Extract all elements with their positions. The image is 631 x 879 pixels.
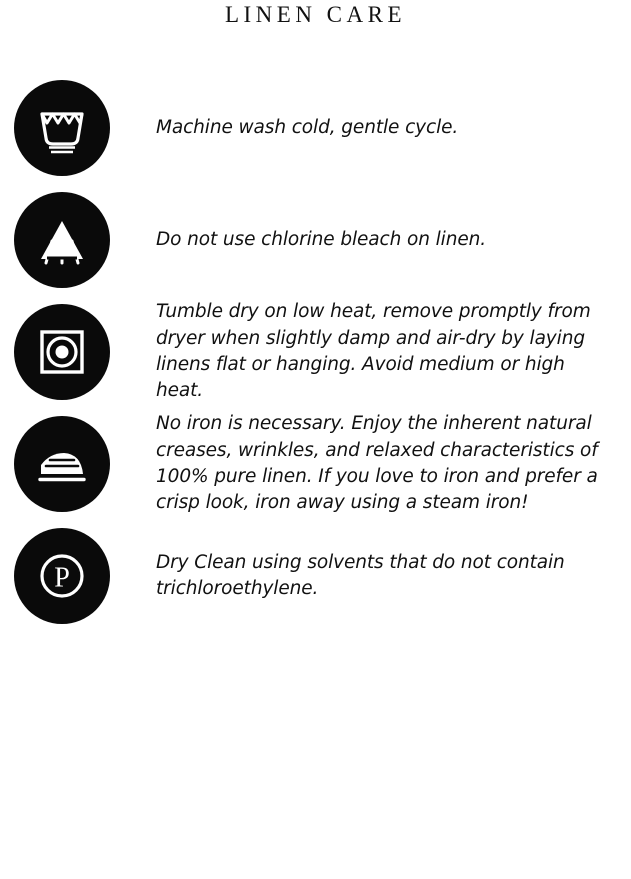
care-instruction-row (0, 408, 631, 520)
text-cell (114, 115, 631, 141)
icon-cell (10, 80, 114, 176)
care-instruction-row (0, 296, 631, 408)
care-instruction-row (0, 72, 631, 184)
wash-tub-icon (34, 100, 90, 156)
care-instruction-text: Dry Clean using solvents that do not contain trichloroethylene. (156, 551, 565, 599)
wash-tub-badge (14, 80, 110, 176)
care-instruction-text: Tumble dry on low heat, remove promptly from dryer when slightly damp and air-dry by laying linens flat or hanging. Avoid medium or high heat. (156, 301, 591, 402)
icon-cell (10, 304, 114, 400)
care-instruction-text: Do not use chlorine bleach on linen. (156, 228, 487, 250)
iron-icon (32, 434, 92, 494)
care-instruction-list (0, 72, 631, 632)
care-instruction-text: Machine wash cold, gentle cycle. (156, 116, 459, 138)
dry-clean-p-icon (33, 547, 91, 605)
svg-text:P: P (54, 562, 70, 594)
iron-badge (14, 416, 110, 512)
tumble-dry-badge (14, 304, 110, 400)
icon-cell (10, 528, 114, 624)
text-cell (114, 550, 631, 603)
do-not-bleach-badge (14, 192, 110, 288)
page-title: LINEN CARE (224, 2, 407, 27)
icon-cell (10, 192, 114, 288)
do-not-bleach-triangle-icon (33, 211, 91, 269)
icon-cell (10, 416, 114, 512)
text-cell (114, 299, 631, 404)
text-cell (114, 227, 631, 253)
tumble-dry-low-icon (33, 323, 91, 381)
care-instruction-row (0, 184, 631, 296)
care-instruction-row (0, 520, 631, 632)
care-instruction-text: No iron is necessary. Enjoy the inherent natural creases, wrinkles, and relaxed characteristics of 100% pure linen. If you love to iron and prefer a crisp look, iron away using a steam iron! (156, 413, 598, 514)
dry-clean-badge (14, 528, 110, 624)
text-cell (114, 411, 631, 516)
